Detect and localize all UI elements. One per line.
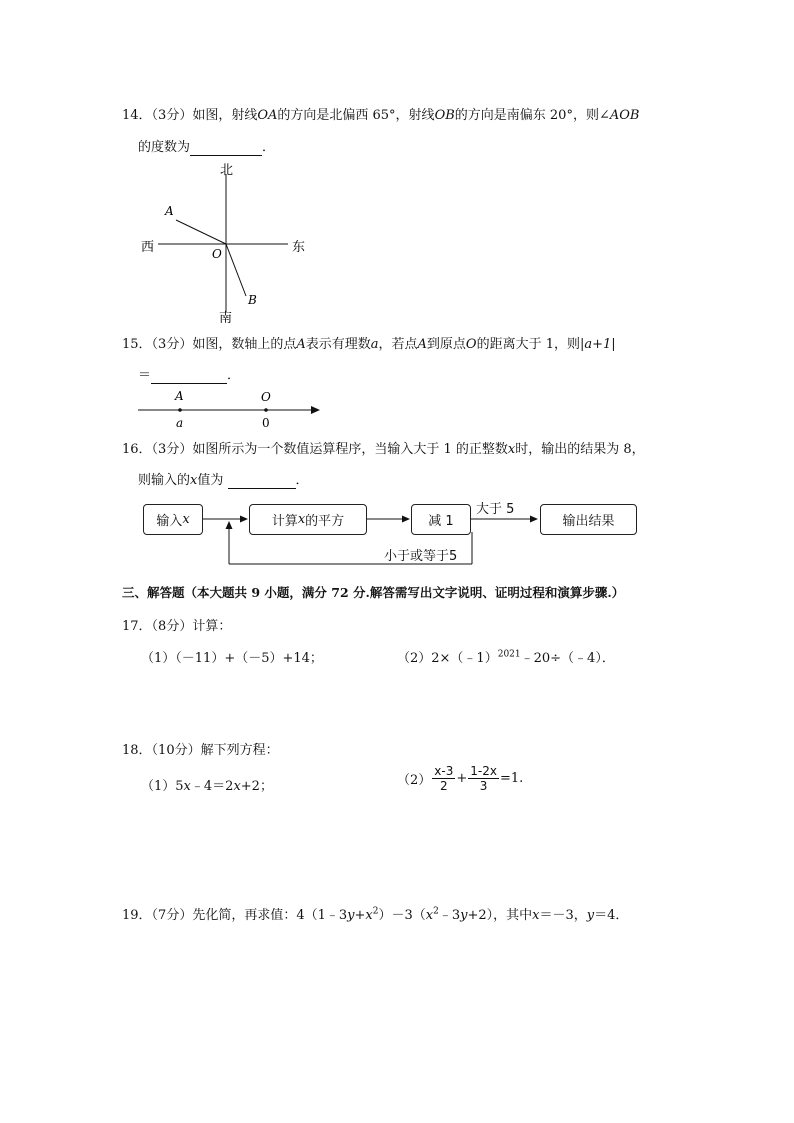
number-line-figure bbox=[134, 386, 324, 432]
point-A bbox=[178, 408, 182, 412]
arrow-icon bbox=[402, 516, 410, 523]
label-O: O bbox=[212, 247, 222, 261]
q17-title: 17．（8分）计算： bbox=[122, 619, 232, 634]
q18-title: 18．（10分）解下列方程： bbox=[122, 743, 279, 758]
label-A: A bbox=[165, 204, 174, 218]
fraction-2: $\frac{1-2x}{3}$ bbox=[470, 764, 497, 793]
q18-part2: （2） $\frac{x-3}{2}$ + $\frac{1-2x}{3}$ =1. bbox=[397, 764, 524, 793]
point-O bbox=[264, 408, 268, 412]
answer-blank[interactable] bbox=[228, 473, 296, 489]
answer-blank[interactable] bbox=[190, 140, 262, 156]
arrow-icon bbox=[530, 516, 538, 523]
q18-part1: （1）5x﹣4＝2x+2； bbox=[141, 779, 273, 794]
q17-part2: （2）2×（﹣1）$^{2021}$﹣20÷（﹣4）． bbox=[397, 649, 615, 666]
section-3-heading: 三、解答题（本大题共 9 小题，满分 72 分.解答需写出文字说明、证明过程和演算步骤.） bbox=[122, 585, 625, 600]
arrow-up-icon bbox=[226, 521, 233, 529]
label-O: O bbox=[261, 390, 271, 404]
q14-line1: 14．（3分）如图，射线OA的方向是北偏西 65°，射线OB的方向是南偏东 20°，则∠AOB bbox=[122, 108, 640, 123]
label-south: 南 bbox=[219, 311, 233, 326]
q16-line1: 16．（3分）如图所示为一个数值运算程序，当输入大于 1 的正整数x时，输出的结果为 8， bbox=[122, 442, 645, 457]
arrow-icon bbox=[240, 516, 248, 523]
flow-label-gt5: 大于 5 bbox=[476, 502, 515, 517]
q19-text: 19．（7分）先化简，再求值：$4(1﹣3y+x^2)-3(x^2﹣3y+2)$，其中x＝－3，y＝4． bbox=[122, 906, 629, 923]
flow-input-box: 输入 x bbox=[143, 504, 203, 535]
q16-line2: 则输入的x值为 ． bbox=[138, 473, 309, 488]
label-north: 北 bbox=[220, 163, 234, 178]
q14-line2: 的度数为 ． bbox=[138, 140, 276, 155]
q15-line2: ＝ ． bbox=[138, 368, 241, 383]
flow-square-box: 计算 x 的平方 bbox=[249, 504, 367, 535]
label-zero: 0 bbox=[262, 416, 270, 430]
label-B: B bbox=[248, 293, 257, 307]
q15-line1: 15．（3分）如图，数轴上的点A表示有理数a，若点A到原点O的距离大于 1，则|a+1| bbox=[122, 337, 616, 352]
label-A: A bbox=[175, 389, 184, 403]
flow-minus-box: 减 1 bbox=[411, 504, 471, 535]
q17-part1: （1）（－11）+（－5）+14； bbox=[141, 651, 323, 666]
flow-label-le5: 小于或等于5 bbox=[384, 549, 458, 564]
label-a: a bbox=[176, 416, 184, 430]
answer-blank[interactable] bbox=[151, 368, 227, 384]
flow-output-box: 输出结果 bbox=[540, 504, 637, 535]
compass-figure bbox=[130, 160, 330, 328]
fraction-1: $\frac{x-3}{2}$ bbox=[434, 764, 454, 793]
ray-OB bbox=[226, 244, 246, 296]
ray-OA bbox=[176, 220, 226, 244]
axis-arrow-icon bbox=[311, 406, 320, 414]
label-east: 东 bbox=[292, 240, 306, 255]
label-west: 西 bbox=[141, 240, 155, 255]
